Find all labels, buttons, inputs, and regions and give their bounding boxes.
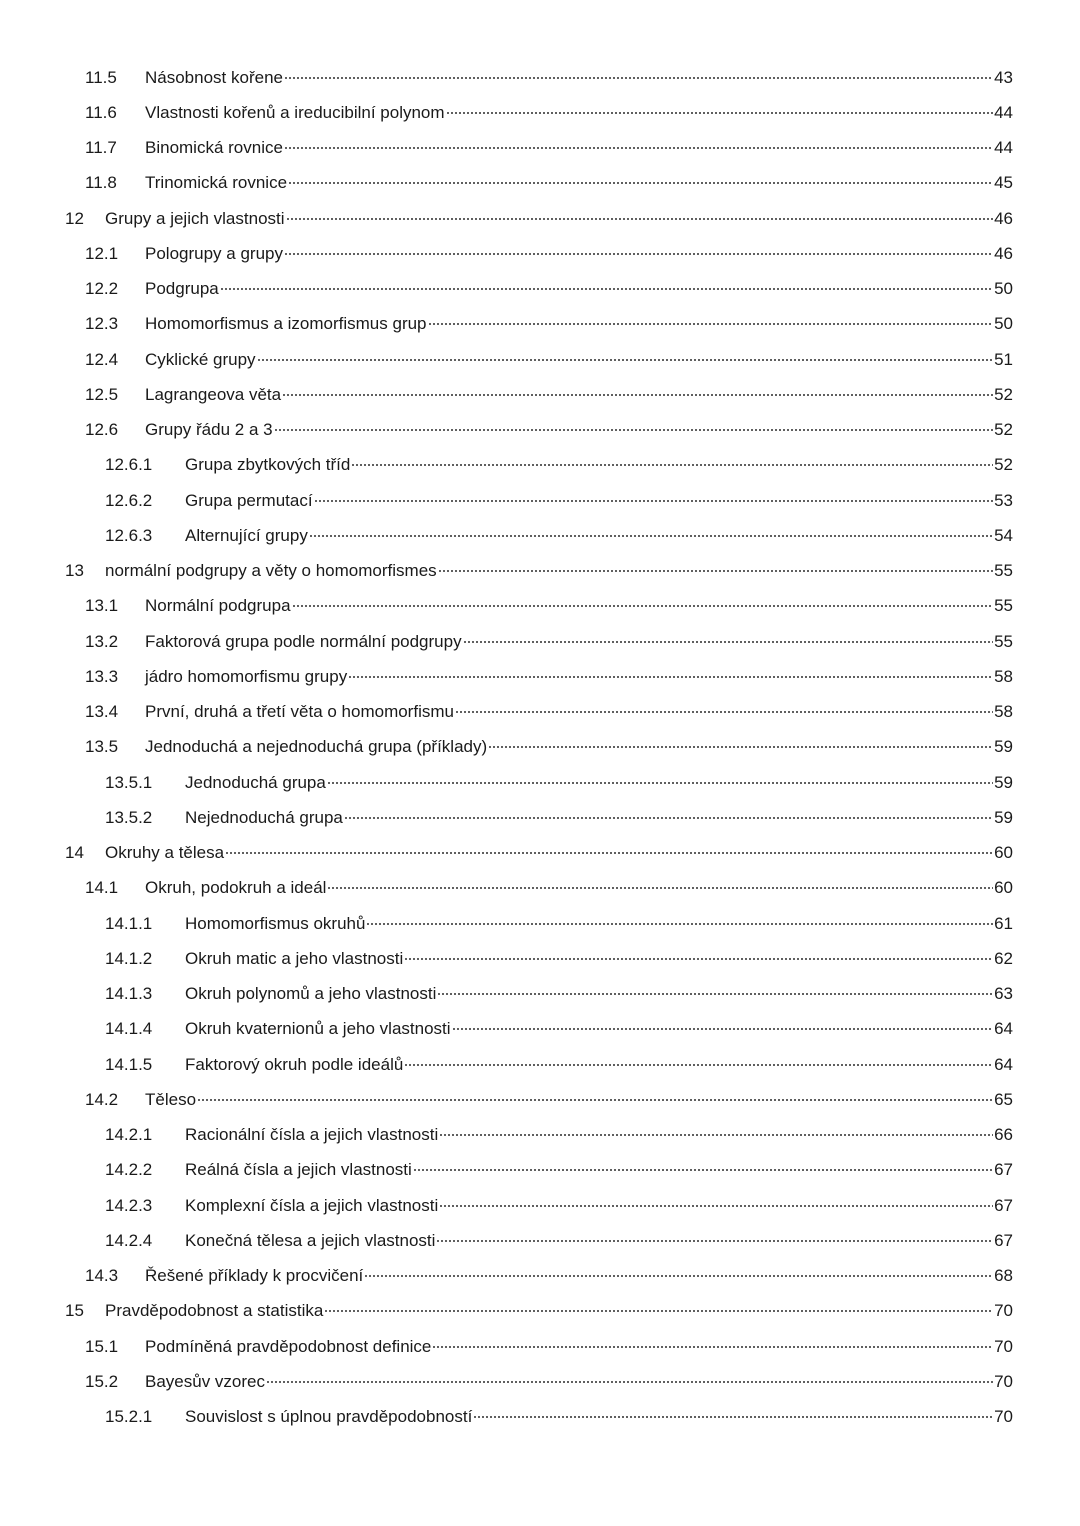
toc-entry-number: 12.6.2	[105, 490, 153, 510]
toc-entry[interactable]	[0, 1047, 1080, 1082]
toc-entry[interactable]	[0, 906, 1080, 941]
toc-entry-page-number: 60	[994, 843, 1013, 863]
toc-entry-row	[145, 737, 1013, 757]
dot-leader	[446, 112, 994, 114]
toc-entry-row	[145, 103, 1013, 123]
dot-leader	[286, 218, 994, 220]
toc-entry-row	[145, 138, 1013, 158]
toc-entry-title: jádro homomorfismu grupy	[145, 666, 348, 686]
toc-entry-title: Cyklické grupy	[145, 349, 256, 369]
dot-leader	[197, 1099, 993, 1101]
toc-entry-number: 13.4	[85, 702, 119, 722]
dot-leader	[284, 147, 993, 149]
toc-entry[interactable]	[0, 1259, 1080, 1294]
dot-leader	[309, 535, 993, 537]
dot-leader	[439, 1205, 993, 1207]
dot-leader	[327, 782, 993, 784]
toc-entry[interactable]	[0, 201, 1080, 236]
toc-entry[interactable]	[0, 483, 1080, 518]
dot-leader	[488, 746, 993, 748]
dot-leader	[288, 182, 993, 184]
table-of-contents	[0, 60, 1080, 1435]
dot-leader	[437, 993, 993, 995]
toc-entry-number: 14.1.3	[105, 984, 153, 1004]
toc-entry[interactable]	[0, 659, 1080, 694]
toc-entry-number: 14.1.1	[105, 913, 153, 933]
toc-entry-title: Normální podgrupa	[145, 596, 291, 616]
toc-entry[interactable]	[0, 307, 1080, 342]
toc-entry-page-number: 70	[994, 1301, 1013, 1321]
toc-entry-title: Homomorfismus a izomorfismus grup	[145, 314, 427, 334]
dot-leader	[438, 570, 993, 572]
toc-entry-row	[145, 314, 1013, 334]
toc-entry-page-number: 46	[994, 243, 1013, 263]
toc-entry-row	[185, 1231, 1013, 1251]
toc-entry-page-number: 59	[994, 772, 1013, 792]
toc-entry-number: 12.6.1	[105, 455, 153, 475]
dot-leader	[225, 852, 993, 854]
toc-entry-title: Pologrupy a grupy	[145, 243, 283, 263]
toc-entry-page-number: 58	[994, 666, 1013, 686]
toc-entry-page-number: 65	[994, 1089, 1013, 1109]
toc-entry-title: Komplexní čísla a jejich vlastnosti	[185, 1195, 439, 1215]
toc-entry-number: 12.1	[85, 243, 119, 263]
toc-entry-page-number: 54	[994, 525, 1013, 545]
toc-entry[interactable]	[0, 941, 1080, 976]
toc-entry-page-number: 58	[994, 702, 1013, 722]
dot-leader	[428, 323, 994, 325]
toc-entry[interactable]	[0, 1118, 1080, 1153]
dot-leader	[284, 77, 993, 79]
toc-entry-title: Binomická rovnice	[145, 138, 283, 158]
toc-entry[interactable]	[0, 1329, 1080, 1364]
toc-entry-title: Okruh kvaternionů a jeho vlastnosti	[185, 1019, 451, 1039]
toc-entry-page-number: 55	[994, 631, 1013, 651]
toc-entry-title: Bayesův vzorec	[145, 1371, 265, 1391]
toc-entry-title: Grupa permutací	[185, 490, 313, 510]
dot-leader	[463, 641, 993, 643]
dot-leader	[439, 1134, 993, 1136]
toc-entry-title: Jednoduchá grupa	[185, 772, 326, 792]
toc-entry-page-number: 52	[994, 455, 1013, 475]
toc-entry-title: Jednoduchá a nejednoduchá grupa (příklady)	[145, 737, 488, 757]
toc-entry-row	[185, 455, 1013, 475]
toc-entry-row	[185, 949, 1013, 969]
toc-entry[interactable]	[0, 60, 1080, 95]
toc-entry-number: 13.2	[85, 631, 119, 651]
toc-entry[interactable]	[0, 800, 1080, 835]
toc-entry[interactable]	[0, 765, 1080, 800]
dot-leader	[364, 1275, 993, 1277]
dot-leader	[473, 1416, 993, 1418]
dot-leader	[266, 1381, 993, 1383]
toc-entry-number: 11.6	[85, 102, 117, 122]
toc-entry-row	[185, 984, 1013, 1004]
toc-entry-row	[145, 244, 1013, 264]
toc-entry-number: 14.1.4	[105, 1019, 153, 1039]
dot-leader	[455, 711, 993, 713]
toc-entry-title: Grupy a jejich vlastnosti	[105, 208, 285, 228]
toc-entry-row	[185, 914, 1013, 934]
toc-entry-number: 15	[65, 1301, 84, 1321]
toc-entry[interactable]	[0, 518, 1080, 553]
toc-entry-page-number: 68	[994, 1266, 1013, 1286]
toc-entry-row	[145, 667, 1013, 687]
toc-entry-title: Okruh matic a jeho vlastnosti	[185, 948, 404, 968]
toc-entry-row	[185, 808, 1013, 828]
toc-entry-title: Homomorfismus okruhů	[185, 913, 366, 933]
toc-entry-title: Násobnost kořene	[145, 67, 283, 87]
toc-entry-row	[105, 1301, 1013, 1321]
toc-entry-title: Okruh polynomů a jeho vlastnosti	[185, 984, 437, 1004]
toc-entry[interactable]	[0, 1188, 1080, 1223]
dot-leader	[292, 605, 994, 607]
toc-entry-page-number: 55	[994, 596, 1013, 616]
toc-entry[interactable]	[0, 624, 1080, 659]
toc-entry-row	[185, 1019, 1013, 1039]
toc-entry[interactable]	[0, 342, 1080, 377]
toc-entry-row	[105, 209, 1013, 229]
toc-entry[interactable]	[0, 1223, 1080, 1258]
toc-entry-page-number: 70	[994, 1371, 1013, 1391]
toc-entry-title: Pravděpodobnost a statistika	[105, 1301, 324, 1321]
toc-entry-number: 14.1	[85, 878, 119, 898]
toc-entry-number: 13.5.2	[105, 807, 153, 827]
toc-entry-page-number: 55	[994, 561, 1013, 581]
toc-entry[interactable]	[0, 1400, 1080, 1435]
toc-entry-number: 13.1	[85, 596, 119, 616]
toc-entry-page-number: 59	[994, 737, 1013, 757]
toc-entry-number: 11.7	[85, 138, 117, 158]
dot-leader	[366, 923, 993, 925]
toc-entry-number: 12	[65, 208, 84, 228]
toc-entry-number: 14.2.4	[105, 1230, 153, 1250]
toc-entry-number: 13.5	[85, 737, 119, 757]
toc-entry-page-number: 67	[994, 1230, 1013, 1250]
dot-leader	[452, 1028, 994, 1030]
toc-entry-title: Lagrangeova věta	[145, 384, 282, 404]
toc-entry-page-number: 63	[994, 984, 1013, 1004]
toc-entry[interactable]	[0, 977, 1080, 1012]
toc-entry-title: Trinomická rovnice	[145, 173, 288, 193]
dot-leader	[351, 464, 993, 466]
toc-entry-title: Nejednoduchá grupa	[185, 807, 343, 827]
toc-entry-title: Grupy řádu 2 a 3	[145, 420, 273, 440]
toc-entry-number: 12.6	[85, 420, 119, 440]
toc-entry-title: Faktorová grupa podle normální podgrupy	[145, 631, 462, 651]
dot-leader	[344, 817, 993, 819]
toc-entry[interactable]	[0, 1153, 1080, 1188]
dot-leader	[348, 676, 993, 678]
toc-entry-page-number: 51	[994, 349, 1013, 369]
toc-entry-page-number: 59	[994, 807, 1013, 827]
toc-entry-page-number: 62	[994, 948, 1013, 968]
toc-entry[interactable]	[0, 1082, 1080, 1117]
toc-entry-number: 14.3	[85, 1266, 119, 1286]
toc-entry-row	[185, 773, 1013, 793]
toc-entry-page-number: 45	[994, 173, 1013, 193]
toc-entry-row	[145, 68, 1013, 88]
toc-entry-page-number: 50	[994, 279, 1013, 299]
toc-entry-page-number: 67	[994, 1160, 1013, 1180]
toc-entry-page-number: 60	[994, 878, 1013, 898]
toc-entry-title: Alternující grupy	[185, 525, 308, 545]
toc-entry-row	[105, 561, 1013, 581]
toc-entry-number: 14.2.1	[105, 1125, 153, 1145]
toc-entry-number: 14.2.2	[105, 1160, 153, 1180]
dot-leader	[314, 500, 994, 502]
toc-entry-row	[185, 1196, 1013, 1216]
toc-entry-number: 15.1	[85, 1336, 119, 1356]
toc-entry-page-number: 66	[994, 1125, 1013, 1145]
toc-entry-row	[145, 632, 1013, 652]
dot-leader	[284, 253, 993, 255]
dot-leader	[404, 958, 993, 960]
dot-leader	[257, 359, 994, 361]
toc-entry-number: 13.5.1	[105, 772, 153, 792]
toc-entry-page-number: 44	[994, 138, 1013, 158]
toc-entry-row	[185, 1160, 1013, 1180]
toc-entry-title: První, druhá a třetí věta o homomorfismu	[145, 702, 454, 722]
dot-leader	[404, 1064, 993, 1066]
toc-entry[interactable]	[0, 131, 1080, 166]
toc-entry[interactable]	[0, 730, 1080, 765]
toc-entry-title: Těleso	[145, 1089, 197, 1109]
dot-leader	[274, 429, 994, 431]
toc-entry-page-number: 43	[994, 67, 1013, 87]
toc-entry-number: 14	[65, 843, 84, 863]
toc-entry-number: 13	[65, 561, 84, 581]
toc-entry[interactable]	[0, 554, 1080, 589]
toc-entry-page-number: 61	[994, 913, 1013, 933]
toc-entry-number: 11.5	[85, 67, 117, 87]
toc-entry-row	[145, 279, 1013, 299]
toc-entry-page-number: 44	[994, 102, 1013, 122]
toc-entry-page-number: 50	[994, 314, 1013, 334]
toc-entry[interactable]	[0, 236, 1080, 271]
toc-entry[interactable]	[0, 377, 1080, 412]
toc-entry[interactable]	[0, 871, 1080, 906]
toc-entry-row	[185, 526, 1013, 546]
toc-entry-row	[145, 350, 1013, 370]
toc-entry-row	[185, 1407, 1013, 1427]
toc-entry[interactable]	[0, 1294, 1080, 1329]
toc-entry-row	[185, 491, 1013, 511]
toc-entry-title: Řešené příklady k procvičení	[145, 1266, 364, 1286]
toc-entry-row	[185, 1055, 1013, 1075]
toc-entry-row	[145, 702, 1013, 722]
toc-entry[interactable]	[0, 166, 1080, 201]
toc-entry-title: Podmíněná pravděpodobnost definice	[145, 1336, 432, 1356]
dot-leader	[324, 1310, 993, 1312]
toc-entry-title: Grupa zbytkových tříd	[185, 455, 351, 475]
toc-entry-number: 11.8	[85, 173, 117, 193]
toc-entry-number: 14.1.5	[105, 1054, 153, 1074]
dot-leader	[432, 1346, 993, 1348]
toc-entry-title: Vlastnosti kořenů a ireducibilní polynom	[145, 102, 445, 122]
toc-entry-title: normální podgrupy a věty o homomorfismes	[105, 561, 437, 581]
toc-entry-title: Souvislost s úplnou pravděpodobností	[185, 1407, 473, 1427]
toc-entry-title: Konečná tělesa a jejich vlastnosti	[185, 1230, 436, 1250]
toc-entry[interactable]	[0, 448, 1080, 483]
toc-entry-page-number: 70	[994, 1407, 1013, 1427]
toc-entry-page-number: 67	[994, 1195, 1013, 1215]
toc-entry-row	[145, 878, 1013, 898]
toc-entry-title: Okruh, podokruh a ideál	[145, 878, 327, 898]
toc-entry[interactable]	[0, 95, 1080, 130]
toc-entry-number: 12.4	[85, 349, 119, 369]
toc-entry-row	[145, 173, 1013, 193]
toc-entry-number: 14.1.2	[105, 948, 153, 968]
toc-entry-row	[145, 1337, 1013, 1357]
toc-entry-number: 14.2.3	[105, 1195, 153, 1215]
dot-leader	[413, 1169, 993, 1171]
toc-entry-page-number: 64	[994, 1054, 1013, 1074]
dot-leader	[436, 1240, 993, 1242]
toc-entry-title: Okruhy a tělesa	[105, 843, 225, 863]
toc-entry-number: 12.6.3	[105, 525, 153, 545]
toc-entry-page-number: 70	[994, 1336, 1013, 1356]
toc-entry-title: Podgrupa	[145, 279, 219, 299]
toc-entry[interactable]	[0, 836, 1080, 871]
dot-leader	[282, 394, 993, 396]
toc-entry-page-number: 52	[994, 384, 1013, 404]
toc-entry[interactable]	[0, 589, 1080, 624]
toc-entry-row	[145, 596, 1013, 616]
toc-entry-page-number: 46	[994, 208, 1013, 228]
dot-leader	[327, 887, 993, 889]
toc-entry-row	[185, 1125, 1013, 1145]
toc-entry-title: Reálná čísla a jejich vlastnosti	[185, 1160, 412, 1180]
toc-entry-row	[145, 1266, 1013, 1286]
toc-entry-number: 12.3	[85, 314, 119, 334]
toc-entry-page-number: 53	[994, 490, 1013, 510]
toc-entry-title: Racionální čísla a jejich vlastnosti	[185, 1125, 439, 1145]
toc-entry-row	[145, 420, 1013, 440]
toc-entry-number: 15.2.1	[105, 1407, 153, 1427]
dot-leader	[220, 288, 993, 290]
toc-entry-page-number: 64	[994, 1019, 1013, 1039]
toc-entry-row	[145, 1372, 1013, 1392]
toc-entry-row	[145, 385, 1013, 405]
toc-entry-title: Faktorový okruh podle ideálů	[185, 1054, 404, 1074]
toc-entry[interactable]	[0, 1364, 1080, 1399]
toc-entry-number: 13.3	[85, 666, 119, 686]
toc-entry-number: 12.5	[85, 384, 119, 404]
toc-entry[interactable]	[0, 695, 1080, 730]
toc-entry-row	[105, 843, 1013, 863]
toc-entry[interactable]	[0, 1012, 1080, 1047]
toc-entry-page-number: 52	[994, 420, 1013, 440]
toc-entry-number: 14.2	[85, 1089, 119, 1109]
toc-entry[interactable]	[0, 413, 1080, 448]
toc-entry[interactable]	[0, 272, 1080, 307]
toc-entry-row	[145, 1090, 1013, 1110]
toc-entry-number: 12.2	[85, 279, 119, 299]
toc-entry-number: 15.2	[85, 1371, 119, 1391]
